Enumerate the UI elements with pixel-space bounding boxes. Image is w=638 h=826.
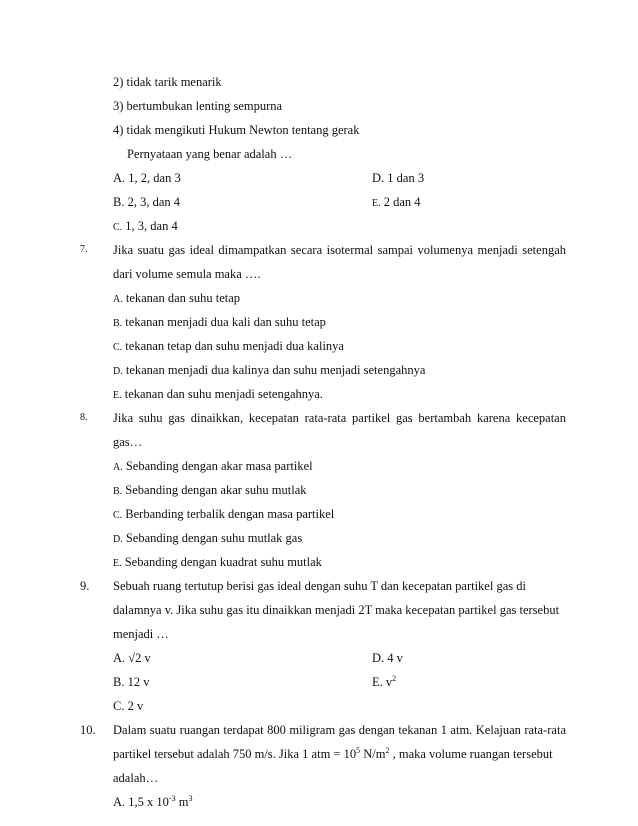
q10-text-line3: adalah…	[113, 771, 159, 785]
q7-option-e	[113, 386, 323, 404]
q7-option-letter: A.	[113, 294, 123, 305]
q8-option-letter: D.	[113, 534, 123, 545]
q8-option-text: Sebanding dengan akar masa partikel	[125, 459, 313, 473]
q7-text-line1: Jika suatu gas ideal dimampatkan secara isotermal sampai volumenya menjadi setengah	[113, 243, 566, 257]
q8-option-text: Sebanding dengan suhu mutlak gas	[125, 531, 303, 545]
q6-prompt: Pernyataan yang benar adalah …	[127, 147, 293, 161]
q9-option-b: B. 12 v	[113, 675, 150, 689]
q9-text-line3: menjadi …	[113, 627, 169, 641]
q7-option-letter: E.	[113, 390, 122, 401]
q10-option-a-exponent: 3	[188, 794, 193, 803]
q6-option-c	[113, 218, 178, 236]
q8-option-d	[113, 530, 302, 548]
q7-option-letter: B.	[113, 318, 123, 329]
q8-text-line2: gas…	[113, 435, 143, 449]
q8-option-text: Berbanding terbalik dengan masa partikel	[125, 507, 335, 521]
q7-option-text: tekanan dan suhu tetap	[125, 291, 241, 305]
q9-text-line2: dalamnya v. Jika suhu gas itu dinaikkan menjadi 2T maka kecepatan partikel gas tersebut	[113, 603, 560, 617]
q7-option-c	[113, 338, 344, 356]
q10-exponent: 5	[356, 746, 361, 755]
q10-option-a	[113, 794, 192, 810]
q6-option-e	[372, 194, 421, 212]
q6-option-e-letter: E.	[372, 198, 381, 209]
q7-option-text: tekanan tetap dan suhu menjadi dua kalinya	[125, 339, 344, 353]
q10-exponent: 2	[385, 746, 390, 755]
q6-option-c-text: 1, 3, dan 4	[125, 219, 178, 233]
q7-option-text: tekanan menjadi dua kali dan suhu tetap	[125, 315, 326, 329]
q7-option-d	[113, 362, 425, 380]
q10-option-a-part: A. 1,5 x 10	[113, 795, 169, 809]
statement-3: 3) bertumbukan lenting sempurna	[113, 99, 283, 113]
q6-option-a: A. 1, 2, dan 3	[113, 171, 181, 185]
q8-number: 8.	[80, 412, 88, 423]
q8-option-a	[113, 458, 313, 476]
q7-option-text: tekanan dan suhu menjadi setengahnya.	[124, 387, 323, 401]
statement-2: 2) tidak tarik menarik	[113, 75, 222, 89]
q10-line2-part: , maka volume ruangan tersebut	[389, 747, 553, 761]
q9-option-d: D. 4 v	[372, 651, 403, 665]
q8-option-letter: B.	[113, 486, 123, 497]
q10-option-a-part: m	[175, 795, 189, 809]
q8-text-line1: Jika suhu gas dinaikkan, kecepatan rata-rata partikel gas bertambah karena kecepatan	[113, 411, 566, 425]
q8-option-letter: C.	[113, 510, 123, 521]
q9-option-c: C. 2 v	[113, 699, 144, 713]
q9-option-e	[372, 674, 396, 690]
q9-option-a: A. √2 v	[113, 651, 151, 665]
q10-number: 10.	[80, 723, 96, 737]
q10-text-line2	[113, 746, 553, 762]
q6-option-b: B. 2, 3, dan 4	[113, 195, 181, 209]
q8-option-text: Sebanding dengan kuadrat suhu mutlak	[124, 555, 322, 569]
q7-option-letter: C.	[113, 342, 123, 353]
q9-text-line1: Sebuah ruang tertutup berisi gas ideal dengan suhu T dan kecepatan partikel gas di	[113, 579, 526, 593]
q7-option-a	[113, 290, 240, 308]
q8-option-letter: A.	[113, 462, 123, 473]
q6-option-d: D. 1 dan 3	[372, 171, 425, 185]
q7-option-letter: D.	[113, 366, 123, 377]
q8-option-c	[113, 506, 334, 524]
q10-text-line1: Dalam suatu ruangan terdapat 800 miligram gas dengan tekanan 1 atm. Kelajuan rata-rata	[113, 723, 566, 737]
q9-option-e-exponent: 2	[392, 674, 397, 683]
q6-option-c-letter: C.	[113, 222, 123, 233]
q10-line2-part: partikel tersebut adalah 750 m/s. Jika 1 atm = 10	[113, 747, 357, 761]
statement-4: 4) tidak mengikuti Hukum Newton tentang gerak	[113, 123, 360, 137]
q8-option-text: Sebanding dengan akar suhu mutlak	[125, 483, 307, 497]
q10-line2-part: N/m	[360, 747, 386, 761]
q7-option-b	[113, 314, 326, 332]
q6-option-e-text: 2 dan 4	[383, 195, 421, 209]
q8-option-letter: E.	[113, 558, 122, 569]
q10-option-a-exponent: -3	[168, 794, 176, 803]
q7-text-line2: dari volume semula maka ….	[113, 267, 261, 281]
q8-option-b	[113, 482, 307, 500]
q7-number: 7.	[80, 244, 88, 255]
q7-option-text: tekanan menjadi dua kalinya dan suhu menjadi setengahnya	[125, 363, 426, 377]
q9-option-e-text: E. v	[372, 675, 393, 689]
q8-option-e	[113, 554, 322, 572]
q9-number: 9.	[80, 579, 90, 593]
